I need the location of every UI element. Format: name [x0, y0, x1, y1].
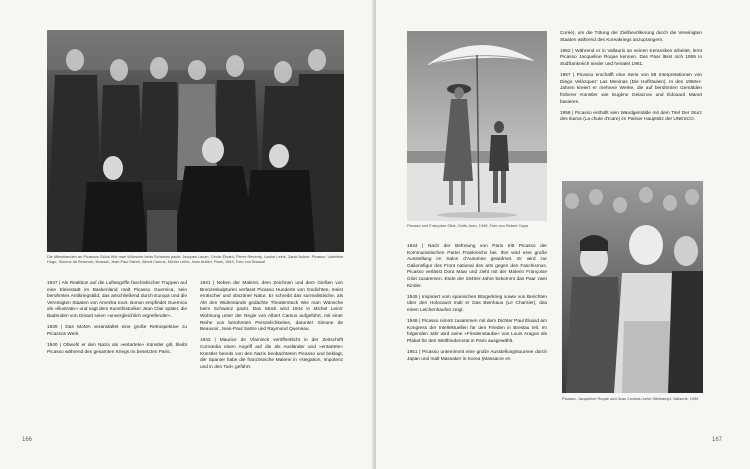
left-column-2 — [200, 281, 343, 376]
entry-1942: 1942 | Maurice de Vlaminck veröffentlicht in der Zeitschrift Comœdia einen Angriff auf die als Ausländer und »entartete« Künstler bereits von den Nazis beobachteten Picasso und beklagt, der Spanier habe die französische Malerei in »Negation, Impotenz und in den Tod« geführt. — [200, 338, 343, 370]
group-photo-caption: Die Mitwirkenden an Picassos Stück Wie man Wünsche beim Schwanz packt: Jacques Lacan, Cécile Éluard, Pierre Reverdy, Louise Leiris, Zanie Aubier, Picasso, Valentine Hugo, Simone de Beauvoir, Brassaï, Jean-Paul Sartre, Albert Camus, Michel Leiris, Jean Aubier, Paris, 1944, Foto von Brassaï — [47, 254, 344, 265]
entry-1937: 1937 | Als Reaktion auf die Luftangriffe faschistischer Truppen auf eine Kleinstadt im Baskenland malt Picasso Guernica, sein berühmtes Antikriegsbild, das anschließend durch Europa und die Vereinigten Staaten von Amerika tourt. Bonon empfindet Guernica als »illustrativ« und sagt dem Kunsthistoriker Jean Clair später, die Badenden von Dinard seien »unvergleichlich ergreifender«. — [47, 281, 187, 319]
entry-1945: 1945 | Inspiriert vom spanischen Bürgerkrieg sowie von Berichten über den Holocaust malt er Das Beinhaus (Le Charnier), das einen Leichenhaufen zeigt. — [407, 294, 547, 313]
bullfight-photo-caption: Picasso, Jacqueline Roque und Jean Cocteau beim Stierkampf, Vallauris, 1955 — [562, 396, 699, 401]
page-number-left: 166 — [22, 437, 33, 443]
entry-1951: 1951 | Picasso unternimmt eine große Ausstellungstournee durch Japan und malt Massaker in Korea (Massacre en — [407, 350, 547, 362]
beach-photo — [407, 31, 547, 221]
bullfight-photo — [562, 181, 703, 393]
beach-photo-caption: Picasso und Françoise Gilot, Golfe-Juan, 1948, Foto von Robert Capa — [407, 223, 528, 228]
entry-1944: 1944 | Nach der Befreiung von Paris tritt Picasso der Kommunistischen Partei Frankreichs bei. Ihm wird eine große Ausstellung im Salon d'Automne gewidmet. Er wird zur Galionsfigur des Front national des arts gegen den Faschismus. Picasso verlässt Dora Maar und zieht mit der Malerin Françoise Gilot zusammen. Ende der 1940er-Jahre bekommt das Paar zwei Kinder. — [407, 244, 547, 289]
right-page — [376, 0, 750, 469]
entry-korea-cont: Corée), um die Tötung der Zivilbevölkerung durch die Vereinigten Staaten während des Koreakriegs anzuprangern. — [560, 31, 702, 43]
entry-1940: 1940 | Obwohl er den Nazis als »entartete« Künstler gilt, bleibt Picasso während des gesamten Kriegs im besetzten Paris. — [47, 342, 187, 355]
right-column-bottom — [407, 244, 547, 368]
group-photo — [47, 30, 344, 252]
entry-1952: 1952 | Während er in Vallauris an seinen Keramiken arbeitet, lernt Picasso Jacqueline Roque kennen. Das Paar lässt sich 1955 in Südfrankreich nieder und heiratet 1961. — [560, 48, 702, 67]
left-page — [0, 0, 374, 469]
left-column-1 — [47, 281, 187, 361]
entry-1958: 1958 | Picasso enthüllt sein Wandgemälde mit dem Titel Der Sturz des Ikarus (La chute d'Icare) im Pariser Hauptsitz der UNESCO. — [560, 110, 702, 123]
entry-1957: 1957 | Picasso erschafft eine Serie von 58 Interpretationen von Diego Velázquez' Las Meninas (Die Hoffräulein). In den 1950er-Jahren kreiert er mehrere Werke, die auf berühmten Gemälden früherer Künstler wie Eugène Delacroix und Édouard Manet basieren. — [560, 73, 702, 105]
entry-1941: 1941 | Neben der Malerei, dem Zeichnen und dem Gießen von Bronzeskulpturen verfasst Picasso Hunderte von Gedichten, meist erotischer und obszöner Natur. Er schreibt das surrealistische, als Akt des Widerstands gedachte Theaterstück Wie man Wünsche beim Schwanz packt. Das Stück wird 1944 in Michel Leiris' Wohnung unter der Regie von Albert Camus aufgeführt, mit einer Reihe von berühmten Persönlichkeiten, darunter Simone de Beauvoir, Jean-Paul Sartre und Raymond Queneau. — [200, 281, 343, 333]
page-number-right: 167 — [712, 437, 723, 443]
right-column-top — [560, 31, 702, 129]
entry-1939: 1939 | Das MoMA veranstaltet eine große Retrospektive zu Picassos Werk. — [47, 325, 187, 337]
entry-1948: 1948 | Picasso nimmt zusammen mit dem Dichter Paul Éluard am Kongress der Intellektuellen für den Frieden in Breslau teil. Im folgenden Jahr wird seine »Friedenstaube« von Louis Aragon als Plakat für den Weltfriedensrat in Paris ausgewählt. — [407, 319, 547, 344]
